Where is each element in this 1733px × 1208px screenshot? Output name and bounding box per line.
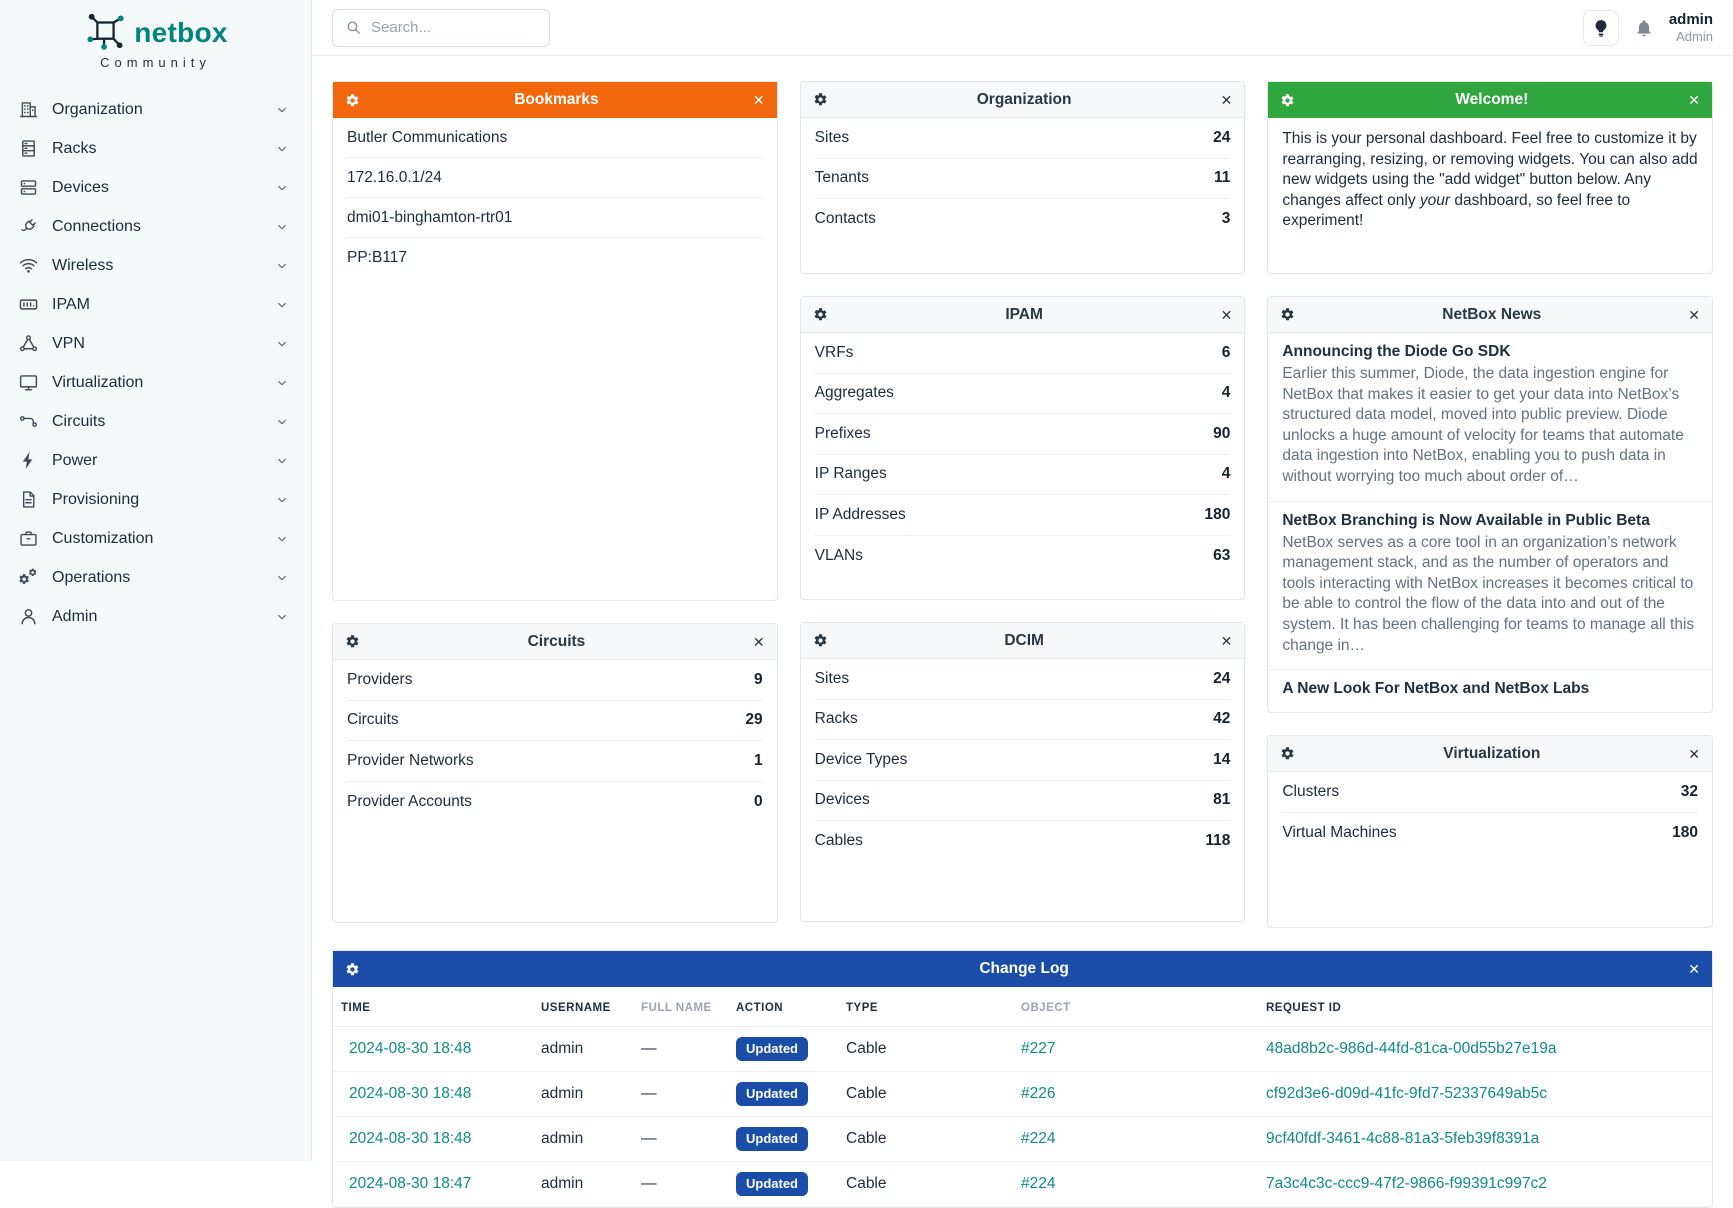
count-label[interactable]: Cables (814, 832, 863, 850)
sidebar-item-label: Customization (52, 529, 154, 547)
count-label[interactable]: Provider Networks (347, 751, 474, 769)
sidebar-item[interactable] (0, 558, 311, 597)
welcome-text-italic: your (1419, 191, 1451, 209)
count-value[interactable]: 0 (754, 792, 763, 810)
sidebar-item-label: Provisioning (52, 490, 140, 508)
widget-title: Change Log (979, 960, 1069, 977)
sidebar-item-icon (18, 216, 39, 237)
close-icon[interactable] (1688, 308, 1700, 322)
count-label[interactable]: IP Addresses (814, 505, 906, 523)
sidebar (0, 0, 312, 1161)
count-label[interactable]: Racks (814, 710, 858, 728)
news-item[interactable] (1268, 670, 1712, 714)
sidebar-item-label: Operations (52, 568, 131, 586)
count-row (347, 782, 763, 823)
count-label[interactable]: Sites (814, 669, 850, 687)
sidebar-item[interactable] (0, 597, 311, 636)
count-row (815, 374, 1231, 415)
widget-circuits (332, 623, 778, 923)
count-value[interactable]: 180 (1672, 823, 1698, 841)
sidebar-nav (0, 90, 311, 636)
action-badge: Updated (736, 1082, 808, 1106)
chevron-down-icon (275, 493, 289, 507)
count-row (815, 821, 1231, 862)
widget-title: Virtualization (1443, 744, 1541, 762)
chevron-down-icon (275, 181, 289, 195)
count-row (347, 660, 763, 701)
sidebar-item[interactable] (0, 90, 311, 129)
sidebar-item-icon (18, 411, 39, 432)
count-value[interactable]: 118 (1205, 832, 1231, 850)
close-icon[interactable] (1688, 962, 1700, 976)
count-value[interactable]: 3 (1221, 210, 1231, 228)
sidebar-item[interactable] (0, 441, 311, 480)
sidebar-item-icon (18, 606, 39, 627)
table-row (333, 1162, 1712, 1207)
count-row (1282, 813, 1698, 854)
news-item[interactable] (1268, 333, 1712, 502)
column-header[interactable]: TIME (333, 987, 533, 1027)
request-id-link[interactable]: cf92d3e6-d09d-41fc-9fd7-52337649ab5c (1266, 1085, 1547, 1102)
netbox-logo-icon (83, 12, 127, 54)
count-label[interactable]: Contacts (814, 210, 876, 228)
table-row (333, 1072, 1712, 1117)
gear-icon[interactable] (813, 92, 828, 107)
widget-title: Organization (976, 90, 1072, 108)
chevron-down-icon (275, 454, 289, 468)
count-row (815, 118, 1231, 159)
welcome-text-part: dashboard, so feel free to experiment! (1282, 191, 1631, 230)
widget-title: Bookmarks (514, 91, 599, 108)
change-log-table (333, 987, 1712, 1207)
type-cell: Cable (838, 1027, 1013, 1072)
count-value[interactable]: 32 (1680, 782, 1698, 800)
widget-header (1268, 736, 1712, 772)
sidebar-item-icon (18, 255, 39, 276)
sidebar-item[interactable] (0, 363, 311, 402)
widget-virtualization (1267, 735, 1713, 928)
sidebar-item-icon (18, 138, 39, 159)
welcome-text (1268, 118, 1712, 243)
sidebar-item-label: Racks (52, 139, 97, 157)
count-row (815, 199, 1231, 240)
close-icon[interactable] (753, 93, 765, 107)
user-name: admin (1668, 10, 1713, 28)
count-row (815, 781, 1231, 822)
fullname-cell: — (633, 1027, 728, 1072)
count-label[interactable]: Sites (814, 128, 850, 146)
table-row (333, 1027, 1712, 1072)
count-row (815, 740, 1231, 781)
count-label[interactable]: Clusters (1282, 782, 1340, 800)
count-row (815, 536, 1231, 577)
fullname-cell: — (633, 1117, 728, 1162)
netbox-logo[interactable] (0, 0, 311, 74)
sidebar-item-icon (18, 450, 39, 471)
widget-header (801, 297, 1245, 333)
type-cell: Cable (838, 1072, 1013, 1117)
count-row (815, 333, 1231, 374)
type-cell: Cable (838, 1162, 1013, 1207)
news-item[interactable] (1268, 502, 1712, 671)
count-row (815, 414, 1231, 455)
username-cell: admin (533, 1117, 633, 1162)
widget-netbox-news (1267, 296, 1713, 713)
chevron-down-icon (275, 337, 289, 351)
sidebar-item[interactable] (0, 246, 311, 285)
gear-icon[interactable] (1280, 746, 1295, 761)
chevron-down-icon (275, 142, 289, 156)
request-id-link[interactable]: 9cf40fdf-3461-4c88-81a3-5feb39f8391a (1266, 1130, 1540, 1147)
fullname-cell: — (633, 1162, 728, 1207)
sidebar-item[interactable] (0, 480, 311, 519)
count-value[interactable]: 11 (1213, 169, 1231, 187)
count-row (347, 741, 763, 782)
column-header[interactable]: TYPE (838, 987, 1013, 1027)
widget-title: NetBox News (1442, 305, 1542, 323)
bookmark-link[interactable]: PP:B117 (347, 249, 408, 266)
count-label[interactable]: Devices (814, 791, 870, 809)
close-icon[interactable] (1221, 634, 1233, 648)
count-label[interactable]: Virtual Machines (1282, 823, 1397, 841)
sidebar-item[interactable] (0, 324, 311, 363)
lightbulb-icon (1591, 18, 1611, 38)
widget-header (333, 951, 1712, 987)
widget-title: Welcome! (1455, 91, 1529, 108)
chevron-down-icon (275, 610, 289, 624)
count-label[interactable]: Providers (347, 670, 413, 688)
chevron-down-icon (275, 220, 289, 234)
count-value[interactable]: 90 (1213, 424, 1231, 442)
bookmark-row (347, 118, 763, 158)
chevron-down-icon (275, 376, 289, 390)
sidebar-item-icon (18, 528, 39, 549)
widget-header (1268, 82, 1712, 118)
topbar (312, 0, 1733, 56)
count-value[interactable]: 9 (754, 670, 763, 688)
count-value[interactable]: 81 (1213, 791, 1231, 809)
request-id-link[interactable]: 7a3c4c3c-ccc9-47f2-9866-f99391c997c2 (1266, 1175, 1547, 1192)
news-item-title: A New Look For NetBox and NetBox Labs (1282, 680, 1590, 698)
sidebar-item-label: Connections (52, 217, 141, 235)
sidebar-item-icon (18, 333, 39, 354)
count-value[interactable]: 29 (745, 711, 763, 729)
action-badge: Updated (736, 1037, 808, 1061)
widget-header (333, 82, 777, 118)
widget-ipam (800, 296, 1246, 600)
count-label[interactable]: Device Types (814, 750, 908, 768)
bell-icon (1634, 18, 1654, 38)
count-row (347, 701, 763, 742)
count-value[interactable]: 42 (1213, 710, 1231, 728)
sidebar-item-label: Virtualization (52, 373, 144, 391)
column-header[interactable]: OBJECT (1013, 987, 1258, 1027)
count-label[interactable]: Provider Accounts (347, 792, 472, 810)
sidebar-item-icon (18, 489, 39, 510)
object-link[interactable]: #227 (1021, 1040, 1056, 1057)
count-label[interactable]: IP Ranges (814, 465, 887, 483)
welcome-text-part: This is your personal dashboard. Feel free to customize it by rearranging, resizing, or removing widgets. You can also add new widgets using the "add widget" button below. Any changes affect only (1282, 130, 1698, 209)
bookmark-row (347, 238, 763, 278)
count-value[interactable]: 4 (1221, 384, 1231, 402)
chevron-down-icon (275, 532, 289, 546)
sidebar-item[interactable] (0, 207, 311, 246)
gear-icon[interactable] (345, 634, 360, 649)
widget-organization (800, 81, 1246, 274)
search-icon (345, 19, 362, 36)
chevron-down-icon (275, 298, 289, 312)
widget-header (1268, 297, 1712, 333)
theme-toggle-button[interactable] (1583, 10, 1619, 46)
count-value[interactable]: 14 (1213, 750, 1231, 768)
count-label[interactable]: Circuits (347, 711, 399, 729)
widget-title: DCIM (1004, 631, 1044, 649)
dashboard (312, 56, 1733, 1208)
username-cell: admin (533, 1027, 633, 1072)
request-id-link[interactable]: 48ad8b2c-986d-44fd-81ca-00d55b27e19a (1266, 1040, 1557, 1057)
gear-icon[interactable] (345, 93, 360, 108)
chevron-down-icon (275, 415, 289, 429)
close-icon[interactable] (1221, 308, 1233, 322)
username-cell: admin (533, 1072, 633, 1117)
news-item-body: NetBox serves as a core tool in an organization’s network management stack, and as the number of operators and tools interacting with NetBox increases it becomes critical to be able to control the flow of the data into and out of the system. It has been challenging for teams to manage all this change in… (1282, 533, 1695, 654)
chevron-down-icon (275, 571, 289, 585)
search-input[interactable] (371, 19, 537, 36)
count-row (815, 700, 1231, 741)
news-item-body: Earlier this summer, Diode, the data ingestion engine for NetBox that makes it easier to get your data into NetBox’s structured data model, moved into public preview. Diode unlocks a huge amount of velocity for teams that automate data ingestion into NetBox, enabling you to push data in without worrying too much about order of… (1282, 365, 1684, 486)
bookmark-link[interactable]: Butler Communications (347, 128, 508, 146)
bookmark-link[interactable]: 172.16.0.1/24 (347, 168, 442, 186)
sidebar-item-label: Devices (52, 178, 109, 196)
count-value[interactable]: 63 (1213, 546, 1231, 564)
news-item-title: Announcing the Diode Go SDK (1282, 343, 1511, 360)
main-area (312, 0, 1733, 1192)
gear-icon[interactable] (1280, 307, 1295, 322)
count-row (1282, 772, 1698, 813)
count-value[interactable]: 4 (1221, 465, 1231, 483)
column-header[interactable]: FULL NAME (633, 987, 728, 1027)
column-header[interactable]: USERNAME (533, 987, 633, 1027)
time-link[interactable]: 2024-08-30 18:48 (349, 1040, 472, 1057)
table-row (333, 1117, 1712, 1162)
bookmark-link[interactable]: dmi01-binghamton-rtr01 (347, 208, 513, 226)
notifications-button[interactable] (1634, 18, 1654, 38)
action-badge: Updated (736, 1127, 808, 1151)
sidebar-item-label: Wireless (52, 256, 114, 274)
time-link[interactable]: 2024-08-30 18:48 (349, 1085, 472, 1102)
count-row (815, 659, 1231, 700)
chevron-down-icon (275, 259, 289, 273)
sidebar-item-icon (18, 294, 39, 315)
close-icon[interactable] (1221, 93, 1233, 107)
search-box (332, 9, 550, 47)
sidebar-item-icon (18, 99, 39, 120)
sidebar-item[interactable] (0, 402, 311, 441)
object-link[interactable]: #224 (1021, 1130, 1056, 1147)
sidebar-item-label: IPAM (52, 295, 90, 313)
brand-name: netbox (134, 17, 228, 48)
count-value[interactable]: 1 (754, 751, 763, 769)
close-icon[interactable] (1688, 747, 1700, 761)
sidebar-item-label: Organization (52, 100, 143, 118)
gear-icon[interactable] (345, 962, 360, 977)
action-badge: Updated (736, 1172, 808, 1196)
count-label[interactable]: Aggregates (814, 384, 894, 402)
sidebar-item-icon (18, 177, 39, 198)
sidebar-item[interactable] (0, 129, 311, 168)
fullname-cell: — (633, 1072, 728, 1117)
count-label[interactable]: Prefixes (814, 424, 871, 442)
username-cell: admin (533, 1162, 633, 1207)
time-link[interactable]: 2024-08-30 18:47 (349, 1175, 472, 1192)
type-cell: Cable (838, 1117, 1013, 1162)
count-row (815, 455, 1231, 496)
close-icon[interactable] (1688, 93, 1700, 107)
sidebar-item-label: Admin (52, 607, 98, 625)
sidebar-item-icon (18, 372, 39, 393)
widget-change-log (332, 950, 1713, 1208)
widget-title: Circuits (527, 632, 586, 650)
user-menu[interactable] (1669, 11, 1713, 44)
widget-header (801, 82, 1245, 118)
topbar-right (1583, 10, 1713, 46)
column-header[interactable]: ACTION (728, 987, 838, 1027)
count-label[interactable]: VRFs (814, 343, 854, 361)
user-role: Admin (1676, 28, 1713, 44)
bookmark-row (347, 198, 763, 238)
bookmark-row (347, 158, 763, 198)
object-link[interactable]: #224 (1021, 1175, 1056, 1192)
column-header[interactable]: REQUEST ID (1258, 987, 1712, 1027)
brand-subtitle: Community (100, 55, 211, 70)
gear-icon[interactable] (813, 633, 828, 648)
count-value[interactable]: 180 (1204, 505, 1231, 523)
chevron-down-icon (275, 103, 289, 117)
news-item-title: NetBox Branching is Now Available in Public Beta (1282, 511, 1650, 529)
sidebar-item-label: VPN (52, 334, 85, 352)
gear-icon[interactable] (1280, 93, 1295, 108)
count-value[interactable]: 24 (1213, 669, 1231, 687)
sidebar-item-label: Circuits (52, 412, 106, 430)
count-label[interactable]: VLANs (814, 546, 863, 564)
widget-welcome (1267, 81, 1713, 274)
time-link[interactable]: 2024-08-30 18:48 (349, 1130, 472, 1147)
sidebar-item-icon (18, 567, 39, 588)
count-value[interactable]: 6 (1221, 343, 1231, 361)
count-label[interactable]: Tenants (814, 169, 869, 187)
widget-header (801, 623, 1245, 659)
sidebar-item[interactable] (0, 519, 311, 558)
object-link[interactable]: #226 (1021, 1085, 1056, 1102)
count-value[interactable]: 24 (1213, 128, 1231, 146)
sidebar-item[interactable] (0, 168, 311, 207)
widget-dcim (800, 622, 1246, 922)
close-icon[interactable] (753, 635, 765, 649)
count-row (815, 495, 1231, 536)
sidebar-item[interactable] (0, 285, 311, 324)
sidebar-item-label: Power (52, 451, 98, 469)
count-row (815, 159, 1231, 200)
widget-title: IPAM (1005, 305, 1043, 323)
gear-icon[interactable] (813, 307, 828, 322)
widget-bookmarks (332, 81, 778, 601)
widget-header (333, 624, 777, 660)
